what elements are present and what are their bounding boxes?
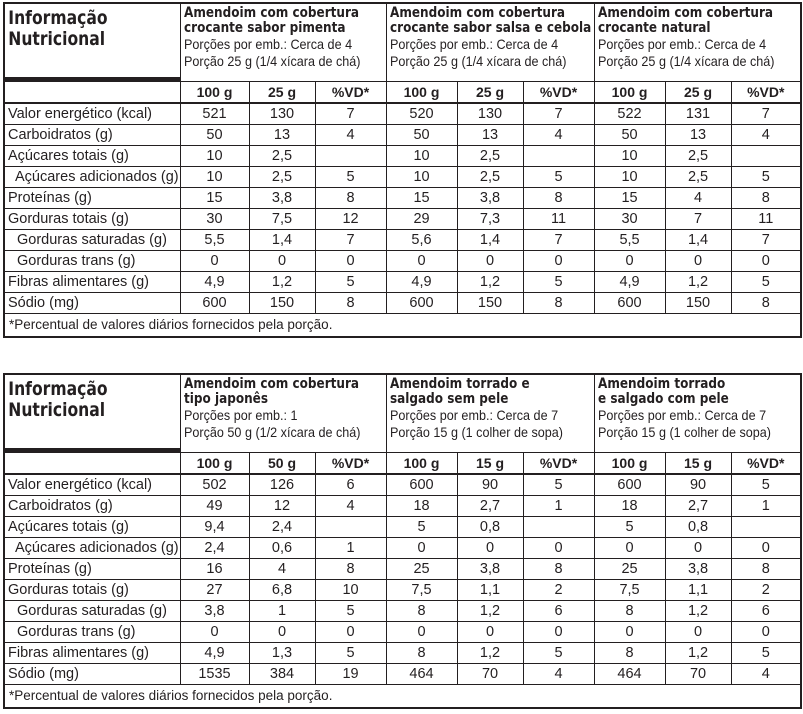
nutrient-value: 70 [457, 663, 523, 684]
nutrient-row [4, 516, 801, 537]
nutrient-label: Açúcares totais (g) [4, 145, 180, 166]
product-name [598, 6, 802, 36]
table-title [4, 3, 180, 81]
nutrient-value: 4,9 [180, 642, 249, 663]
title-text [5, 4, 180, 50]
portions-per-package: Porções por emb.: Cerca de 4 [389, 36, 558, 52]
nutrient-row [4, 187, 801, 208]
nutrient-value: 8 [731, 558, 801, 579]
portions-per-package: Porções por emb.: Cerca de 4 [597, 36, 766, 52]
nutrient-row [4, 474, 801, 496]
nutrient-value: 6 [523, 600, 594, 621]
product-name-line-2: crocante natural [597, 20, 711, 36]
nutrient-value: 0 [731, 621, 801, 642]
nutrient-value: 8 [523, 558, 594, 579]
nutrient-value: 5,5 [594, 229, 665, 250]
nutrient-value: 2,5 [249, 145, 315, 166]
nutrient-value: 1,2 [665, 642, 731, 663]
nutrient-value: 1,2 [665, 600, 731, 621]
nutrient-label: Gorduras trans (g) [4, 621, 180, 642]
nutrient-value: 0 [386, 621, 457, 642]
nutrient-value: 4,9 [386, 271, 457, 292]
product-name-line-2: crocante sabor pimenta [183, 20, 346, 36]
nutrient-value: 9,4 [180, 516, 249, 537]
title-line-2: Nutricional [8, 28, 106, 50]
product-name-line-2: e salgado com pele [597, 391, 729, 407]
nutrient-label: Gorduras trans (g) [4, 250, 180, 271]
nutrient-value: 464 [594, 663, 665, 684]
product-name [390, 377, 595, 407]
nutrient-value: 0 [457, 537, 523, 558]
column-header: 25 g [457, 81, 523, 103]
nutrient-value [523, 516, 594, 537]
product-name-line-1: Amendoim com cobertura [389, 5, 565, 21]
portion-size: Porção 15 g (1 colher de sopa) [597, 424, 771, 440]
nutrient-value: 30 [180, 208, 249, 229]
product-name [184, 377, 387, 407]
nutrition-table [3, 2, 802, 338]
nutrient-value: 600 [386, 474, 457, 496]
nutrient-value: 520 [386, 103, 457, 125]
column-header: 15 g [457, 452, 523, 474]
product-header [386, 3, 594, 81]
nutrient-value: 3,8 [180, 600, 249, 621]
nutrient-value: 3,8 [457, 187, 523, 208]
nutrient-value: 8 [315, 187, 386, 208]
product-name-line-1: Amendoim com cobertura [183, 5, 359, 21]
nutrient-value: 5 [315, 166, 386, 187]
nutrient-value: 464 [386, 663, 457, 684]
nutrient-value: 5 [523, 474, 594, 496]
portion-size: Porção 25 g (1/4 xícara de chá) [597, 53, 775, 69]
nutrient-value: 0,8 [457, 516, 523, 537]
nutrient-row [4, 579, 801, 600]
nutrient-value: 1,2 [665, 271, 731, 292]
nutrient-value: 5 [523, 271, 594, 292]
nutrient-label: Açúcares totais (g) [4, 516, 180, 537]
portions-per-package: Porções por emb.: Cerca de 7 [597, 407, 766, 423]
nutrient-label: Gorduras totais (g) [4, 208, 180, 229]
nutrient-value: 1,2 [457, 642, 523, 663]
nutrient-value: 4 [315, 124, 386, 145]
portion-size: Porção 50 g (1/2 xícara de chá) [183, 424, 360, 440]
nutrient-value: 0 [731, 250, 801, 271]
nutrient-value: 5 [731, 166, 801, 187]
nutrient-value: 0 [315, 621, 386, 642]
nutrient-value: 150 [249, 292, 315, 313]
product-header [386, 374, 594, 452]
nutrient-value: 522 [594, 103, 665, 125]
nutrient-value: 7 [315, 229, 386, 250]
nutrient-value: 0 [180, 250, 249, 271]
nutrient-value: 18 [386, 495, 457, 516]
nutrient-value: 0 [249, 250, 315, 271]
nutrient-value: 0 [665, 621, 731, 642]
nutrient-label: Carboidratos (g) [4, 124, 180, 145]
nutrient-value: 4 [249, 558, 315, 579]
nutrient-value: 8 [731, 292, 801, 313]
portion-size: Porção 25 g (1/4 xícara de chá) [389, 53, 567, 69]
nutrient-value: 5,5 [180, 229, 249, 250]
nutrient-value: 7 [731, 103, 801, 125]
nutrient-value: 6,8 [249, 579, 315, 600]
portion-size: Porção 25 g (1/4 xícara de chá) [183, 53, 360, 69]
nutrient-value: 1535 [180, 663, 249, 684]
nutrient-value: 1 [523, 495, 594, 516]
footnote-row [4, 684, 801, 708]
nutrient-value: 29 [386, 208, 457, 229]
title-line-1: Informação [8, 7, 108, 29]
nutrient-value: 5 [523, 642, 594, 663]
nutrient-row [4, 621, 801, 642]
nutrient-value: 7,5 [386, 579, 457, 600]
nutrient-value: 10 [594, 145, 665, 166]
nutrient-value: 18 [594, 495, 665, 516]
product-header [594, 3, 801, 81]
nutrient-value: 0 [665, 537, 731, 558]
nutrient-value [523, 145, 594, 166]
nutrient-label: Proteínas (g) [4, 558, 180, 579]
nutrient-value: 12 [249, 495, 315, 516]
nutrition-table [3, 373, 802, 709]
nutrient-value: 1,2 [457, 271, 523, 292]
column-header-row [4, 81, 801, 103]
nutrient-value: 5 [731, 642, 801, 663]
nutrient-value: 2,5 [457, 145, 523, 166]
nutrient-label: Açúcares adicionados (g) [4, 537, 180, 558]
product-name-line-2: crocante sabor salsa e cebola [389, 20, 591, 36]
nutrient-row [4, 103, 801, 125]
product-header [594, 374, 801, 452]
nutrient-value [315, 145, 386, 166]
nutrient-value: 4 [731, 663, 801, 684]
nutrient-value: 600 [594, 292, 665, 313]
product-name [184, 6, 387, 36]
nutrient-value: 3,8 [665, 558, 731, 579]
nutrient-value: 502 [180, 474, 249, 496]
title-rule [5, 448, 180, 452]
nutrient-value: 1,1 [665, 579, 731, 600]
column-header: %VD* [731, 452, 801, 474]
column-header: 100 g [594, 452, 665, 474]
portions-per-package: Porções por emb.: Cerca de 7 [389, 407, 558, 423]
nutrition-panel-bottom [3, 373, 800, 709]
nutrient-label: Açúcares adicionados (g) [4, 166, 180, 187]
nutrient-value: 8 [594, 642, 665, 663]
nutrient-value: 150 [665, 292, 731, 313]
nutrient-label: Sódio (mg) [4, 292, 180, 313]
column-header: %VD* [523, 452, 594, 474]
nutrient-value: 50 [180, 124, 249, 145]
nutrient-label: Valor energético (kcal) [4, 103, 180, 125]
nutrient-value: 8 [523, 187, 594, 208]
nutrient-value: 126 [249, 474, 315, 496]
nutrient-value: 25 [386, 558, 457, 579]
nutrient-value: 131 [665, 103, 731, 125]
nutrient-value: 10 [180, 145, 249, 166]
column-header: %VD* [731, 81, 801, 103]
portions-per-package: Porções por emb.: 1 [183, 407, 297, 423]
nutrient-value: 7 [523, 103, 594, 125]
nutrient-value: 0 [386, 250, 457, 271]
nutrient-value: 0 [457, 621, 523, 642]
nutrient-row [4, 558, 801, 579]
nutrient-value: 0 [594, 537, 665, 558]
nutrient-value: 4,9 [594, 271, 665, 292]
nutrient-value: 7,5 [594, 579, 665, 600]
product-header-row [4, 3, 801, 81]
nutrient-row [4, 250, 801, 271]
column-header: %VD* [523, 81, 594, 103]
nutrient-row [4, 663, 801, 684]
footnote: *Percentual de valores diários fornecidos pela porção. [4, 684, 801, 708]
nutrient-value: 3,8 [249, 187, 315, 208]
nutrient-row [4, 145, 801, 166]
nutrient-value: 8 [523, 292, 594, 313]
nutrient-value: 0 [523, 537, 594, 558]
nutrient-value: 0,6 [249, 537, 315, 558]
footnote: *Percentual de valores diários fornecidos pela porção. [4, 313, 801, 337]
nutrient-value: 0 [180, 621, 249, 642]
nutrient-row [4, 166, 801, 187]
column-header: 15 g [665, 452, 731, 474]
nutrient-value: 4 [315, 495, 386, 516]
nutrient-value: 5 [523, 166, 594, 187]
nutrient-value: 15 [594, 187, 665, 208]
product-name [598, 377, 802, 407]
title-rule [5, 77, 180, 81]
nutrient-value: 0,8 [665, 516, 731, 537]
nutrient-value: 130 [249, 103, 315, 125]
nutrient-value: 7 [523, 229, 594, 250]
column-header: 100 g [180, 81, 249, 103]
nutrient-value: 130 [457, 103, 523, 125]
table-title [4, 374, 180, 452]
nutrient-value: 15 [180, 187, 249, 208]
nutrient-label: Carboidratos (g) [4, 495, 180, 516]
nutrient-value: 50 [594, 124, 665, 145]
nutrient-value: 7 [315, 103, 386, 125]
nutrient-value: 10 [315, 579, 386, 600]
nutrient-value: 0 [457, 250, 523, 271]
nutrient-value: 13 [249, 124, 315, 145]
nutrient-value: 11 [523, 208, 594, 229]
nutrient-value: 2 [731, 579, 801, 600]
nutrient-value: 150 [457, 292, 523, 313]
nutrient-value: 0 [249, 621, 315, 642]
nutrient-value: 384 [249, 663, 315, 684]
nutrient-value: 30 [594, 208, 665, 229]
nutrient-value: 0 [731, 537, 801, 558]
nutrient-value: 0 [315, 250, 386, 271]
nutrient-row [4, 271, 801, 292]
nutrient-value: 1,1 [457, 579, 523, 600]
product-name [390, 6, 595, 36]
nutrient-value: 600 [594, 474, 665, 496]
nutrient-value: 600 [386, 292, 457, 313]
nutrient-value: 521 [180, 103, 249, 125]
nutrient-value: 16 [180, 558, 249, 579]
nutrient-value: 27 [180, 579, 249, 600]
column-header: %VD* [315, 452, 386, 474]
column-header: 100 g [594, 81, 665, 103]
nutrient-value: 10 [594, 166, 665, 187]
nutrient-value: 600 [180, 292, 249, 313]
nutrient-value: 15 [386, 187, 457, 208]
nutrient-row [4, 292, 801, 313]
nutrient-label: Gorduras saturadas (g) [4, 229, 180, 250]
nutrient-value: 7,3 [457, 208, 523, 229]
nutrient-value: 3,8 [457, 558, 523, 579]
nutrient-value: 7,5 [249, 208, 315, 229]
nutrient-value: 8 [386, 642, 457, 663]
nutrient-value: 1 [731, 495, 801, 516]
nutrient-value: 90 [457, 474, 523, 496]
nutrient-value: 2,7 [457, 495, 523, 516]
nutrient-value: 50 [386, 124, 457, 145]
nutrient-value: 12 [315, 208, 386, 229]
nutrient-row [4, 495, 801, 516]
product-name-line-1: Amendoim torrado [597, 376, 725, 392]
nutrient-value: 19 [315, 663, 386, 684]
nutrient-value: 25 [594, 558, 665, 579]
nutrient-value [315, 516, 386, 537]
nutrient-value: 0 [386, 537, 457, 558]
nutrient-value: 0 [665, 250, 731, 271]
nutrient-label: Sódio (mg) [4, 663, 180, 684]
nutrient-value: 70 [665, 663, 731, 684]
nutrient-label: Valor energético (kcal) [4, 474, 180, 496]
nutrient-value: 0 [523, 621, 594, 642]
product-name-line-1: Amendoim com cobertura [183, 376, 359, 392]
nutrient-value [731, 516, 801, 537]
nutrient-label: Proteínas (g) [4, 187, 180, 208]
nutrient-row [4, 537, 801, 558]
product-name-line-1: Amendoim torrado e [389, 376, 530, 392]
nutrient-value: 8 [315, 292, 386, 313]
nutrient-value: 13 [457, 124, 523, 145]
column-header: 100 g [386, 452, 457, 474]
nutrient-value: 10 [180, 166, 249, 187]
nutrient-value: 4 [523, 663, 594, 684]
column-header: 25 g [249, 81, 315, 103]
nutrient-value: 7 [665, 208, 731, 229]
nutrient-value: 8 [594, 600, 665, 621]
portions-per-package: Porções por emb.: Cerca de 4 [183, 36, 352, 52]
nutrient-value: 1 [249, 600, 315, 621]
nutrient-label: Gorduras totais (g) [4, 579, 180, 600]
product-header [180, 374, 386, 452]
nutrient-value: 5 [386, 516, 457, 537]
nutrient-value: 1,2 [249, 271, 315, 292]
nutrient-value: 10 [386, 166, 457, 187]
nutrient-value: 5 [315, 642, 386, 663]
nutrient-value: 4 [731, 124, 801, 145]
product-name-line-1: Amendoim com cobertura [597, 5, 773, 21]
nutrient-value: 5 [731, 271, 801, 292]
nutrient-row [4, 642, 801, 663]
nutrition-panel-top [3, 2, 800, 338]
nutrient-value: 5 [315, 600, 386, 621]
nutrient-value: 5 [731, 474, 801, 496]
nutrient-value: 2,5 [249, 166, 315, 187]
nutrient-row [4, 124, 801, 145]
title-text [5, 375, 180, 421]
product-name-line-2: salgado sem pele [389, 391, 508, 407]
nutrient-label: Fibras alimentares (g) [4, 642, 180, 663]
nutrient-value: 8 [386, 600, 457, 621]
nutrient-value [731, 145, 801, 166]
nutrient-value: 1,3 [249, 642, 315, 663]
nutrient-value: 1,4 [665, 229, 731, 250]
nutrient-value: 1,4 [457, 229, 523, 250]
nutrient-value: 1,2 [457, 600, 523, 621]
nutrient-value: 4,9 [180, 271, 249, 292]
nutrient-value: 2,7 [665, 495, 731, 516]
nutrient-value: 4 [523, 124, 594, 145]
nutrient-value: 10 [386, 145, 457, 166]
nutrient-value: 11 [731, 208, 801, 229]
nutrient-value: 6 [731, 600, 801, 621]
nutrient-value: 2,4 [249, 516, 315, 537]
blank-header-cell [4, 81, 180, 103]
blank-header-cell [4, 452, 180, 474]
nutrient-value: 4 [665, 187, 731, 208]
nutrient-value: 8 [731, 187, 801, 208]
product-header [180, 3, 386, 81]
title-line-2: Nutricional [8, 399, 106, 421]
nutrient-value: 8 [315, 558, 386, 579]
nutrient-label: Fibras alimentares (g) [4, 271, 180, 292]
title-line-1: Informação [8, 378, 108, 400]
nutrient-value: 2,5 [457, 166, 523, 187]
nutrient-row [4, 600, 801, 621]
nutrient-value: 1 [315, 537, 386, 558]
nutrient-row [4, 208, 801, 229]
nutrient-value: 5 [315, 271, 386, 292]
nutrient-value: 2,4 [180, 537, 249, 558]
nutrient-row [4, 229, 801, 250]
column-header: 50 g [249, 452, 315, 474]
nutrient-value: 1,4 [249, 229, 315, 250]
column-header-row [4, 452, 801, 474]
column-header: 100 g [386, 81, 457, 103]
nutrient-value: 13 [665, 124, 731, 145]
product-header-row [4, 374, 801, 452]
nutrient-value: 2 [523, 579, 594, 600]
product-name-line-2: tipo japonês [183, 391, 268, 407]
nutrient-value: 0 [594, 621, 665, 642]
nutrient-value: 7 [731, 229, 801, 250]
footnote-row [4, 313, 801, 337]
column-header: 25 g [665, 81, 731, 103]
nutrient-value: 0 [594, 250, 665, 271]
nutrient-label: Gorduras saturadas (g) [4, 600, 180, 621]
nutrient-value: 5 [594, 516, 665, 537]
nutrient-value: 0 [523, 250, 594, 271]
nutrient-value: 5,6 [386, 229, 457, 250]
column-header: %VD* [315, 81, 386, 103]
nutrient-value: 2,5 [665, 145, 731, 166]
nutrient-value: 6 [315, 474, 386, 496]
nutrient-value: 90 [665, 474, 731, 496]
portion-size: Porção 15 g (1 colher de sopa) [389, 424, 563, 440]
nutrient-value: 2,5 [665, 166, 731, 187]
column-header: 100 g [180, 452, 249, 474]
nutrient-value: 49 [180, 495, 249, 516]
